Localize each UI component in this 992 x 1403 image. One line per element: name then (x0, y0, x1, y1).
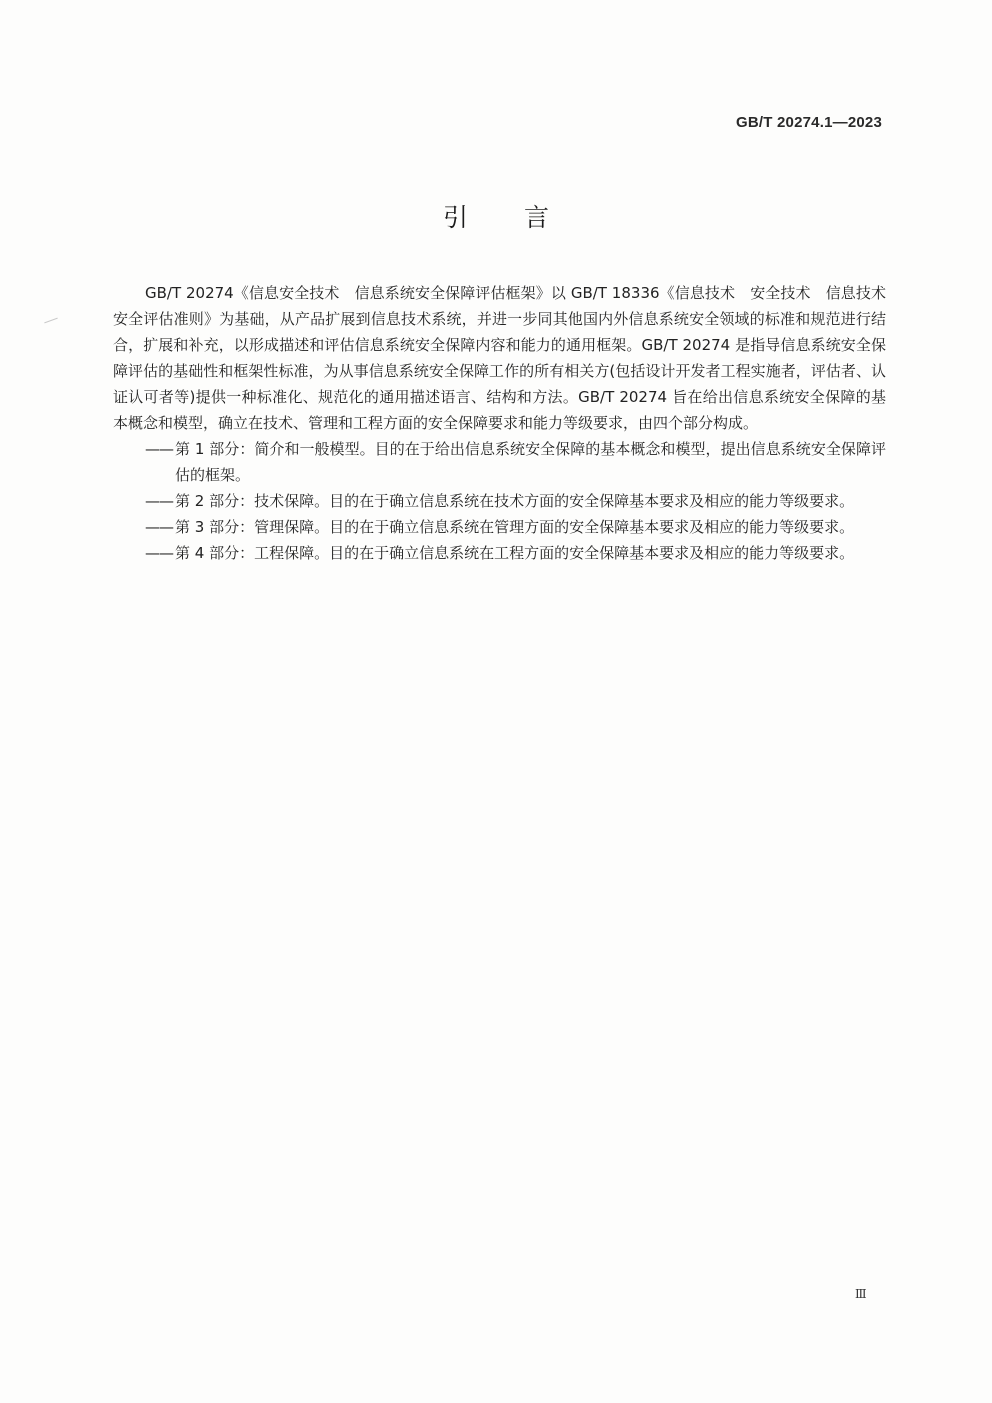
body-text (113, 280, 886, 566)
list-item (113, 514, 886, 540)
dash-marker: —— (145, 440, 173, 458)
page-title: 引言 (442, 203, 605, 232)
list-item (113, 488, 886, 514)
dash-marker: —— (145, 518, 173, 536)
part-3-text: 第 3 部分：管理保障。目的在于确立信息系统在管理方面的安全保障基本要求及相应的能力等级要求。 (175, 518, 855, 536)
part-2-text: 第 2 部分：技术保障。目的在于确立信息系统在技术方面的安全保障基本要求及相应的能力等级要求。 (175, 492, 855, 510)
scan-artifact-mark (44, 318, 57, 324)
dash-marker: —— (145, 544, 173, 562)
intro-paragraph: GB/T 20274《信息安全技术 信息系统安全保障评估框架》以 GB/T 18336《信息技术 安全技术 信息技术安全评估准则》为基础，从产品扩展到信息技术系统，并进一步同其他国内外信息系统安全领域的标准和规范进行结合，扩展和补充，以形成描述和评估信息系统安全保障内容和能力的通用框架。GB/T 20274 是指导信息系统安全保障评估的基础性和框架性标准，为从事信息系统安全保障工作的所有相关方(包括设计开发者工程实施者，评估者、认证认可者等)提供一种标准化、规范化的通用描述语言、结构和方法。GB/T 20274 旨在给出信息系统安全保障的基本概念和模型，确立在技术、管理和工程方面的安全保障要求和能力等级要求，由四个部分构成。 (113, 284, 886, 432)
part-1-text: 第 1 部分：简介和一般模型。目的在于给出信息系统安全保障的基本概念和模型，提出信息系统安全保障评估的框架。 (175, 440, 886, 484)
part-4-text: 第 4 部分：工程保障。目的在于确立信息系统在工程方面的安全保障基本要求及相应的能力等级要求。 (175, 544, 855, 562)
dash-marker: —— (145, 492, 173, 510)
parts-list (113, 436, 886, 566)
page-number: Ⅲ (855, 1287, 867, 1301)
list-item (113, 436, 886, 488)
list-item (113, 540, 886, 566)
standard-number: GB/T 20274.1—2023 (736, 114, 882, 131)
